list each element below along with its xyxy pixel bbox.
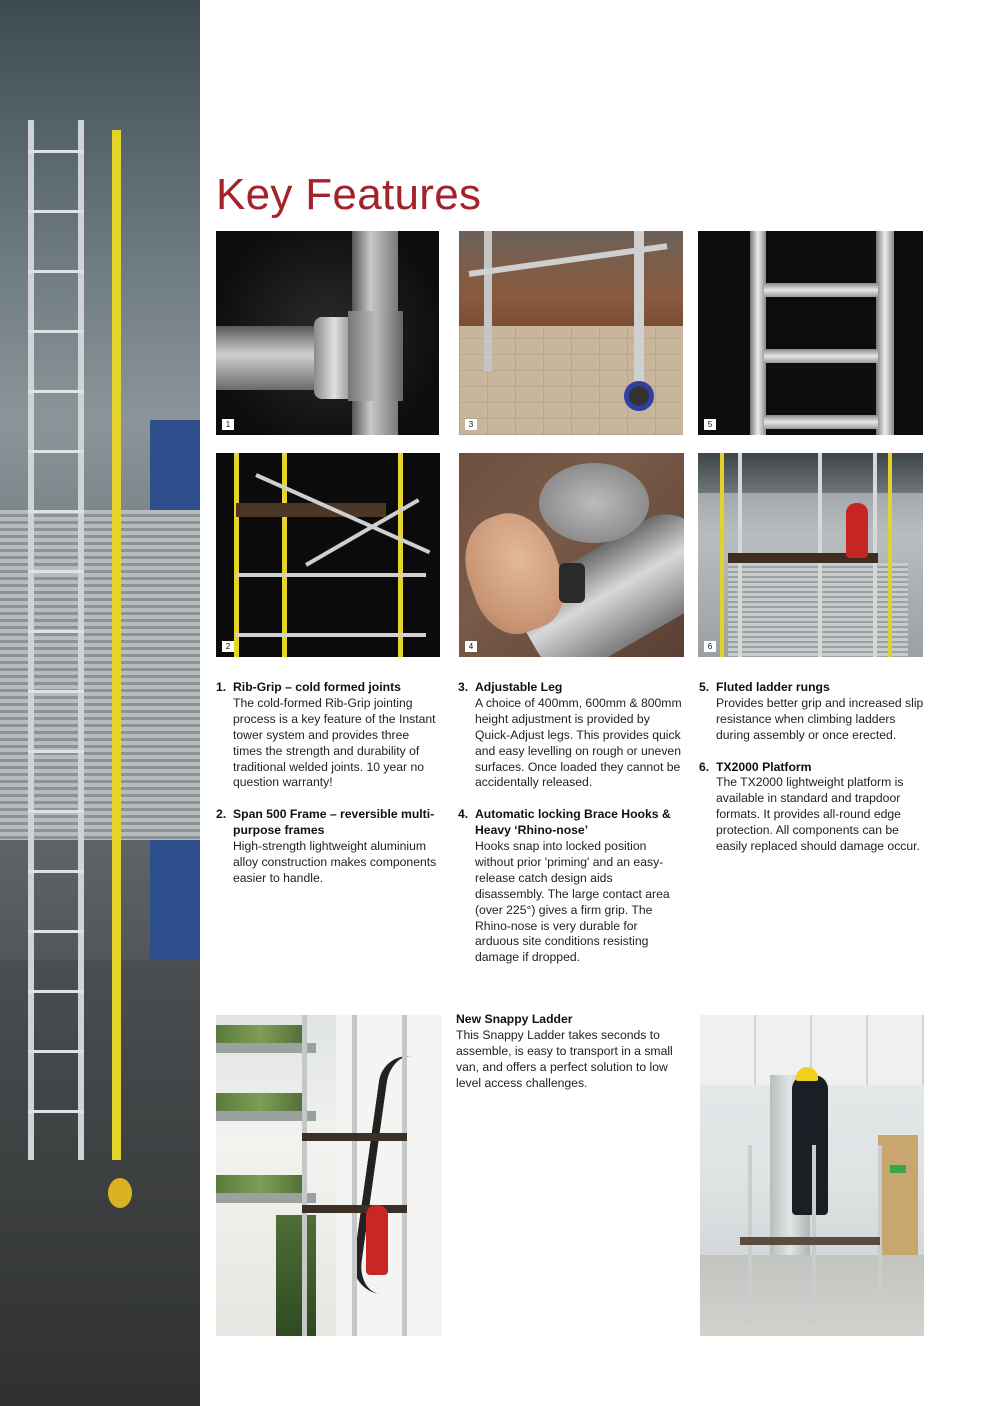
feature-body: The cold-formed Rib-Grip jointing process is a key feature of the Instant tower system and provides three times the strength and durability of traditional welded joints. 10 year no question warranty! <box>233 695 436 790</box>
feature-number: 1. <box>216 680 227 694</box>
photo-adjustable-leg <box>459 231 683 435</box>
photo-atrium-tower <box>216 1015 442 1336</box>
feature-body: A choice of 400mm, 600mm & 800mm height adjustment is provided by Quick-Adjust legs. This provides quick and easy levelling on rough or uneven surfaces. Once loaded they cannot be accidentally released. <box>475 695 682 790</box>
features-column-1 <box>216 680 441 903</box>
snappy-body: This Snappy Ladder takes seconds to assemble, is easy to transport in a small van, and offers a perfect solution to low level access challenges. <box>456 1027 673 1090</box>
photo-number: 6 <box>704 641 716 652</box>
photo-span-frame <box>216 453 440 657</box>
photo-number: 2 <box>222 641 234 652</box>
feature-body: High-strength lightweight aluminium alloy construction makes components easier to handle. <box>233 839 437 885</box>
feature-body: Provides better grip and increased slip resistance when climbing ladders during assembly or once erected. <box>716 695 924 742</box>
feature-item <box>216 807 441 887</box>
feature-item <box>458 680 683 791</box>
photo-snappy-ladder <box>700 1015 924 1336</box>
feature-number: 4. <box>458 807 469 822</box>
feature-title: Fluted ladder rungs <box>716 680 830 694</box>
photo-fluted-rungs <box>698 231 923 435</box>
feature-title: TX2000 Platform <box>716 759 812 774</box>
feature-item <box>699 680 924 744</box>
feature-number: 6. <box>699 759 710 774</box>
feature-number: 5. <box>699 680 710 694</box>
feature-item <box>458 807 683 966</box>
feature-title: Span 500 Frame – reversible multi-purpose frames <box>233 807 435 838</box>
photo-tx2000-platform <box>698 453 923 657</box>
features-column-3 <box>699 680 924 871</box>
snappy-ladder-section <box>456 1012 686 1092</box>
snappy-title: New Snappy Ladder <box>456 1012 573 1026</box>
photo-number: 3 <box>465 419 477 430</box>
feature-item <box>699 760 924 855</box>
feature-title: Automatic locking Brace Hooks & Heavy ‘Rhino-nose’ <box>475 807 671 838</box>
photo-number: 4 <box>465 641 477 652</box>
feature-title: Rib-Grip – cold formed joints <box>233 680 401 694</box>
page-title: Key Features <box>216 170 482 219</box>
photo-number: 5 <box>704 419 716 430</box>
side-tower-photo <box>0 0 200 1406</box>
feature-title: Adjustable Leg <box>475 680 563 694</box>
feature-number: 2. <box>216 807 227 822</box>
photo-brace-hook <box>459 453 684 657</box>
photo-rib-grip-joint <box>216 231 439 435</box>
feature-number: 3. <box>458 680 469 694</box>
photo-number: 1 <box>222 419 234 430</box>
feature-body: Hooks snap into locked position without prior 'priming' and an easy-release catch design aids disassembly. The large contact area (over 225°) gives a firm grip. The Rhino-nose is very durable for arduous site conditions resisting damage if dropped. <box>475 839 670 965</box>
feature-body: The TX2000 lightweight platform is available in standard and trapdoor formats. It provides all-round edge protection. All components can be easily replaced should damage occur. <box>716 775 920 854</box>
feature-item <box>216 680 441 791</box>
features-column-2 <box>458 680 683 982</box>
